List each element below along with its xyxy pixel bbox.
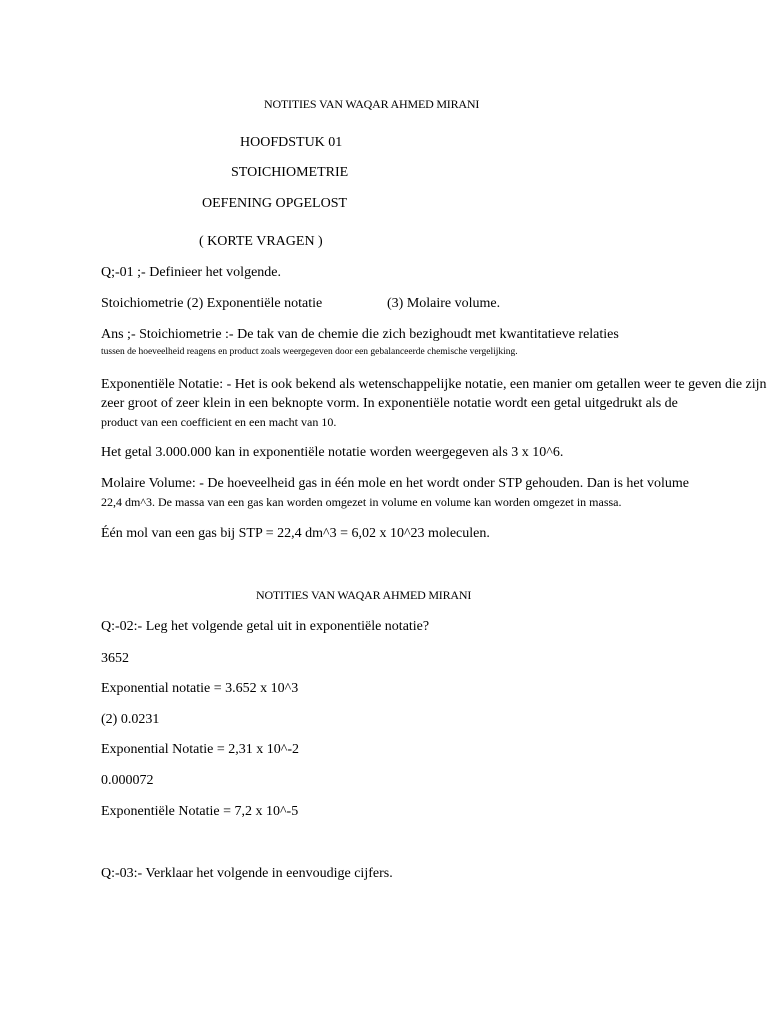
question-2: Q:-02:- Leg het volgende getal uit in exponentiële notatie?	[101, 619, 430, 634]
chapter-title: HOOFDSTUK 01	[240, 135, 343, 150]
exponential-example: Het getal 3.000.000 kan in exponentiële notatie worden weergegeven als 3 x 10^6.	[101, 445, 564, 460]
answer-1: Exponential notatie = 3.652 x 10^3	[101, 681, 299, 696]
exercise-title: OEFENING OPGELOST	[202, 196, 348, 211]
answer-stoichiometry-line-2: tussen de hoeveelheid reagens en product zoals weergegeven door een gebalanceerde chemische vergelijking.	[101, 347, 518, 357]
exponential-notation-line-3: product van een coefficient en een macht van 10.	[101, 415, 337, 429]
question-3: Q:-03:- Verklaar het volgende in eenvoudige cijfers.	[101, 866, 393, 881]
answer-2: Exponential Notatie = 2,31 x 10^-2	[101, 742, 299, 757]
molar-volume-line-1: Molaire Volume: - De hoeveelheid gas in één mole en het wordt onder STP gehouden. Dan is het volume	[101, 476, 689, 491]
answer-3: Exponentiële Notatie = 7,2 x 10^-5	[101, 804, 299, 819]
section-title: ( KORTE VRAGEN )	[199, 234, 323, 249]
number-1: 3652	[101, 651, 129, 666]
stp-statement: Één mol van een gas bij STP = 22,4 dm^3 = 6,02 x 10^23 moleculen.	[101, 526, 490, 541]
question-1: Q;-01 ;- Definieer het volgende.	[101, 265, 281, 280]
subject-title: STOICHIOMETRIE	[231, 165, 349, 180]
page-header: NOTITIES VAN WAQAR AHMED MIRANI	[264, 97, 480, 111]
answer-stoichiometry-line-1: Ans ;- Stoichiometrie :- De tak van de chemie die zich bezighoudt met kwantitatieve relaties	[101, 327, 619, 342]
question-1-items-b: (3) Molaire volume.	[387, 296, 501, 311]
page-header: NOTITIES VAN WAQAR AHMED MIRANI	[256, 588, 472, 602]
molar-volume-line-2: 22,4 dm^3. De massa van een gas kan worden omgezet in volume en volume kan worden omgezet in massa.	[101, 495, 622, 509]
question-1-items-a: Stoichiometrie (2) Exponentiële notatie	[101, 296, 323, 311]
number-2: (2) 0.0231	[101, 712, 160, 727]
exponential-notation-line-2: zeer groot of zeer klein in een beknopte vorm. In exponentiële notatie wordt een getal uitgedrukt als de	[101, 396, 678, 411]
exponential-notation-line-1: Exponentiële Notatie: - Het is ook bekend als wetenschappelijke notatie, een manier om getallen weer te geven die zijn	[101, 377, 767, 392]
number-3: 0.000072	[101, 773, 154, 788]
